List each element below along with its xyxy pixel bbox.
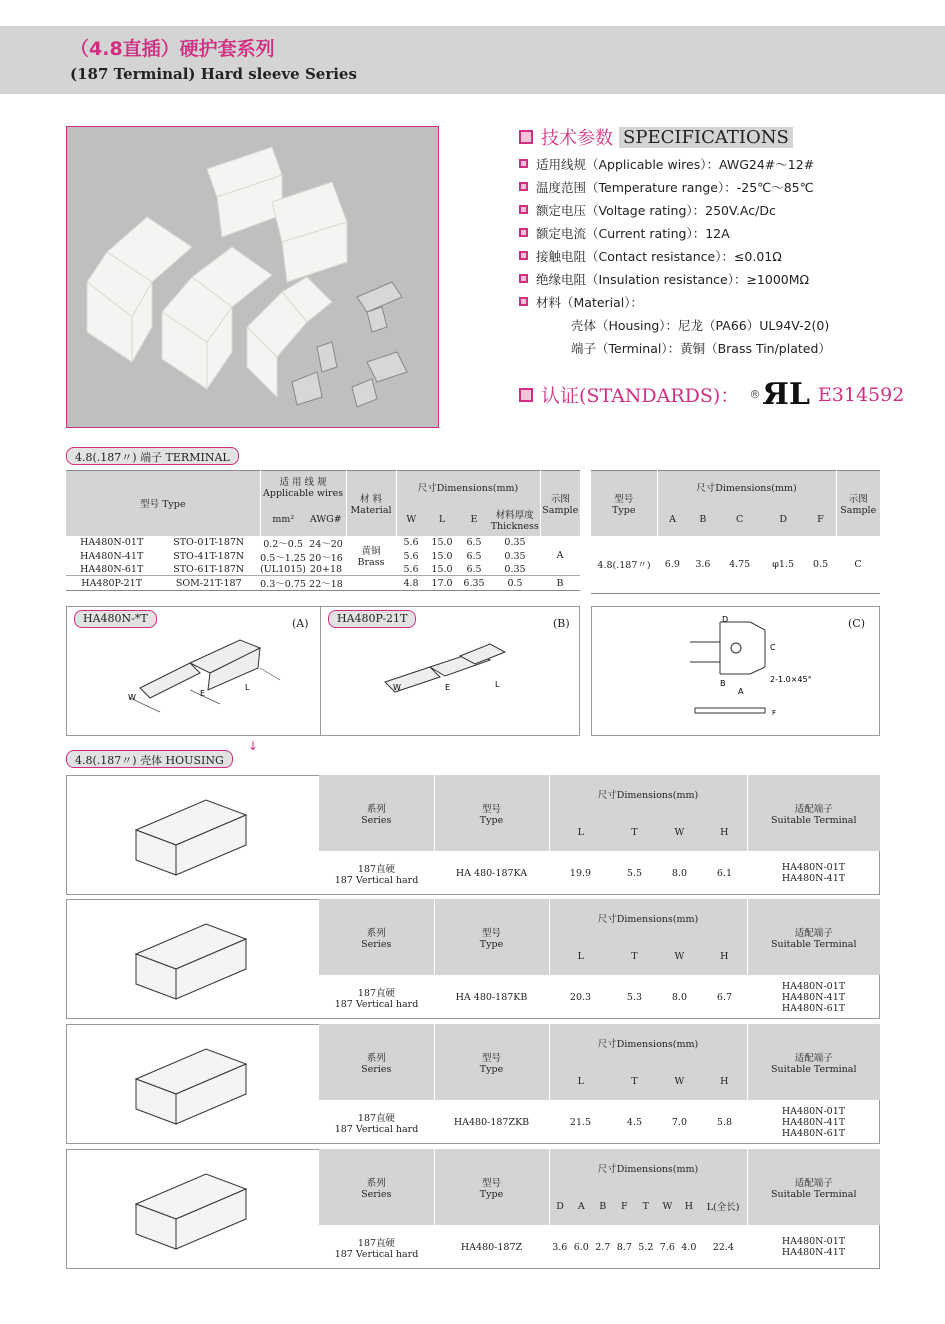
cell-series [319, 851, 434, 895]
cell-dim: 5.8 [716, 1116, 733, 1128]
figure-c-label: (C) [848, 617, 865, 630]
bullet-square-icon [519, 388, 533, 402]
th-sample-en: Sample [840, 504, 877, 516]
cell: 0.35 [504, 537, 526, 548]
suitable-terminal: HA480N-61T [781, 1127, 846, 1139]
th-col: D [549, 1187, 571, 1225]
th-col: A [577, 1200, 585, 1212]
cell-dim: 6.0 [573, 1241, 589, 1253]
suitable-terminal: HA480N-01T [781, 1105, 846, 1117]
dim-a: A [738, 687, 744, 696]
th-col: L [549, 937, 612, 975]
th-type-cn: 型号 [481, 927, 501, 939]
cell-sample: A [556, 549, 564, 561]
ul-file-number: E314592 [817, 383, 905, 406]
cell: φ1.5 [772, 558, 795, 570]
th-type [434, 899, 549, 975]
th-suitable [747, 1024, 880, 1100]
th-series [319, 1024, 434, 1100]
th-material-en: Material [350, 504, 392, 516]
th-series-en: Series [361, 1188, 392, 1200]
cell-dim: 4.5 [626, 1116, 643, 1128]
th-col: H [720, 826, 729, 838]
cell-suitable [747, 1225, 880, 1269]
th-type [434, 775, 549, 851]
cell: HA480N-41T [80, 551, 144, 562]
table-row [319, 1225, 880, 1269]
th-thick-en: Thickness [490, 520, 539, 532]
suitable-terminal: HA480N-41T [781, 1116, 846, 1128]
table-row [319, 851, 880, 895]
cell: 15.0 [431, 537, 453, 548]
th-w: W [396, 503, 426, 536]
th-type-en: Type [479, 1063, 504, 1075]
th-dims: 尺寸Dimensions(mm) [549, 1149, 747, 1187]
th-type-en: Type [612, 504, 636, 516]
figure-a-label: (A) [292, 617, 309, 630]
material-en: Brass [357, 556, 385, 568]
cell: HA480P-21T [81, 577, 143, 589]
th-col: D [779, 513, 787, 525]
cell: 17.0 [431, 577, 453, 589]
cell: 6.5 [466, 563, 482, 575]
bullet-square-icon [519, 182, 528, 191]
th-suit-cn: 适配端子 [794, 1177, 833, 1189]
cell: 5.6 [403, 551, 419, 562]
th-sample-cn: 示图 [848, 493, 868, 505]
th-col: W [674, 826, 685, 838]
th-type-en: Type [479, 938, 504, 950]
cell-series [319, 1225, 434, 1269]
th-series-cn: 系列 [366, 927, 386, 939]
th-col: T [642, 1200, 649, 1212]
th-suitable [747, 775, 880, 851]
cell: 15.0 [431, 563, 453, 575]
bullet-square-icon [519, 130, 533, 144]
spec-row [519, 290, 899, 313]
spec-text: 绝缘电阻（Insulation resistance）：≥1000MΩ [536, 271, 810, 287]
th-type-cn: 型号 [481, 1052, 501, 1064]
page-title-cn: （4.8直插）硬护套系列 [70, 38, 275, 60]
series-cn: 187直硬 [357, 863, 396, 875]
th-suit-en: Suitable Terminal [770, 1188, 857, 1200]
terminal-a-drawing [100, 628, 300, 733]
th-col: F [621, 1200, 628, 1212]
housing-drawing [106, 785, 346, 885]
spec-subtext: 端子（Terminal）：黄铜（Brass Tin/plated） [571, 340, 831, 356]
th-type [434, 1024, 549, 1100]
table-row [66, 536, 580, 550]
th-col: L [549, 813, 612, 851]
cell-dim: 5.3 [626, 991, 643, 1003]
spec-heading-cn: 技术参数 [541, 128, 613, 149]
cell: HA480N-61T [80, 563, 144, 575]
dim-l: L [495, 680, 500, 689]
cell: 20～16 [309, 552, 343, 564]
bullet-square-icon [519, 297, 528, 306]
th-thickness [490, 503, 540, 536]
product-photo [66, 126, 439, 428]
cell: (UL1015) [260, 563, 306, 575]
spec-row [519, 267, 899, 290]
th-awg: AWG# [309, 513, 342, 525]
series-en: 187 Vertical hard [334, 1248, 419, 1260]
cell-dim: 6.7 [716, 991, 733, 1003]
th-col: F [817, 513, 824, 525]
divider [320, 606, 321, 736]
cell: 4.8 [403, 577, 419, 589]
cell: SOM-21T-187 [175, 577, 242, 589]
th-dims-right: 尺寸Dimensions(mm) [657, 471, 836, 503]
series-cn: 187直硬 [357, 1112, 396, 1124]
bullet-square-icon [519, 228, 528, 237]
cell: 0.5 [507, 577, 523, 589]
cell: 0.5～1.25 [260, 552, 306, 564]
arrow-down-icon: ↓ [248, 739, 259, 753]
th-suit-cn: 适配端子 [794, 927, 833, 939]
dim-f: F [772, 709, 777, 717]
th-material [346, 471, 396, 536]
th-type-cn: 型号 [481, 1177, 501, 1189]
th-dims: 尺寸Dimensions(mm) [549, 1024, 747, 1062]
series-en: 187 Vertical hard [334, 998, 419, 1010]
figure-b-label: (B) [553, 617, 570, 630]
cell-sample: B [556, 577, 564, 589]
cell-suitable [747, 851, 880, 895]
cell: HA480N-01T [80, 537, 144, 548]
housing-table [319, 1149, 880, 1269]
cell: 6.5 [466, 551, 482, 562]
table-row [591, 536, 880, 594]
spec-text: 接触电阻（Contact resistance）：≤0.01Ω [536, 248, 782, 264]
th-sample-right [836, 471, 880, 536]
th-col: B [699, 513, 707, 525]
cell: 5.6 [403, 563, 419, 575]
spec-row [519, 198, 899, 221]
spec-row [519, 175, 899, 198]
dim-w: W [128, 693, 136, 702]
figure-b-tag: HA480P-21T [328, 610, 416, 628]
spec-row [519, 152, 899, 175]
cell: 22～18 [309, 579, 343, 590]
bullet-square-icon [519, 251, 528, 260]
th-type-cn: 型号 [481, 803, 501, 815]
cell [346, 576, 396, 591]
material-cn: 黄铜 [361, 545, 381, 557]
cell: STO-01T-187N [173, 537, 245, 548]
cell: 4.75 [729, 558, 751, 570]
th-col: H [684, 1200, 693, 1212]
cell-series [319, 975, 434, 1019]
th-type [434, 1149, 549, 1225]
suitable-terminal: HA480N-01T [781, 1236, 846, 1247]
cell: 15.0 [431, 551, 453, 562]
cell: C [854, 558, 862, 570]
housing-drawing [106, 1159, 346, 1259]
series-en: 187 Vertical hard [334, 874, 419, 886]
cell-type: HA 480-187KA [455, 867, 528, 879]
th-dims: 尺寸Dimensions(mm) [549, 775, 747, 813]
th-series [319, 1149, 434, 1225]
th-col: B [599, 1200, 607, 1212]
th-suit-cn: 适配端子 [794, 1052, 833, 1064]
cell: 6.35 [463, 577, 485, 589]
th-col: W [674, 1075, 685, 1087]
cell: 0.35 [504, 563, 526, 575]
th-sample-en: Sample [542, 504, 579, 516]
cell: 24～20 [309, 538, 343, 550]
cell: 3.6 [695, 558, 711, 570]
th-series-cn: 系列 [366, 803, 386, 815]
figure-a-tag: HA480N-*T [74, 610, 157, 628]
table-row [66, 550, 580, 564]
th-material-cn: 材 料 [359, 493, 383, 505]
housing-table [319, 775, 880, 895]
suitable-terminal: HA480N-41T [781, 991, 846, 1003]
cell-dim: 5.5 [626, 867, 643, 879]
cell: STO-41T-187N [173, 551, 245, 562]
cell-suitable [747, 975, 880, 1019]
th-suit-cn: 适配端子 [794, 803, 833, 815]
th-series-en: Series [361, 938, 392, 950]
bullet-square-icon [519, 205, 528, 214]
cell-dim: 7.0 [671, 1116, 687, 1128]
page-header [0, 26, 945, 94]
cell: 0.3～0.75 [260, 579, 306, 590]
suitable-terminal: HA480N-01T [781, 862, 846, 873]
ul-logo-icon: ЯL [762, 377, 810, 412]
cell: 0.5 [813, 558, 829, 570]
th-sample [540, 471, 580, 536]
cell-type: HA480-187ZKB [453, 1116, 530, 1128]
terminal-dims-table [591, 470, 880, 594]
bullet-square-icon [519, 274, 528, 283]
th-wires [260, 471, 346, 503]
cell: 4.8(.187〃) [597, 560, 651, 572]
th-e: E [470, 513, 478, 525]
housing-section-tag: 4.8(.187〃) 壳体 HOUSING [66, 750, 233, 768]
housing-table [319, 899, 880, 1019]
housing-drawing [106, 909, 346, 1009]
cell-dim: 20.3 [569, 991, 592, 1003]
cell-dim: 21.5 [569, 1116, 592, 1128]
cell: 5.6 [403, 537, 419, 548]
th-type-en: Type [479, 814, 504, 826]
th-col: W [674, 950, 685, 962]
spec-row [519, 244, 899, 267]
th-suitable [747, 899, 880, 975]
th-l: L [438, 513, 446, 525]
dim-c: C [770, 643, 776, 652]
cell: 0.2～0.5 [263, 538, 303, 550]
cell-dim: 22.4 [712, 1241, 734, 1253]
th-mm2: mm² [260, 503, 306, 536]
cell-type: HA480-187Z [460, 1241, 523, 1253]
terminal-table [66, 470, 580, 591]
th-col: T [631, 950, 638, 962]
cell-series [319, 1100, 434, 1144]
cell-material [346, 536, 396, 576]
th-col: H [720, 950, 729, 962]
cell-dim: 7.6 [659, 1241, 675, 1253]
th-suit-en: Suitable Terminal [770, 1063, 857, 1075]
dim-w: W [393, 683, 401, 692]
th-series [319, 899, 434, 975]
spec-subrow [519, 313, 899, 336]
cell: 0.35 [504, 551, 526, 562]
specifications-panel [519, 126, 899, 359]
cell-suitable [747, 1100, 880, 1144]
th-sample-cn: 示图 [550, 493, 570, 505]
dim-b: B [720, 679, 726, 688]
th-type-right [591, 471, 657, 536]
th-col: C [736, 513, 744, 525]
th-type-en: Type [479, 1188, 504, 1200]
cell-dim: 4.0 [681, 1241, 697, 1253]
terminal-b-drawing [365, 632, 545, 732]
cell-dim: 8.0 [671, 991, 687, 1003]
th-dims: 尺寸Dimensions(mm) [396, 471, 540, 503]
series-en: 187 Vertical hard [334, 1123, 419, 1135]
spec-text: 额定电压（Voltage rating）：250V.Ac/Dc [536, 202, 776, 218]
cell-dim: 8.0 [671, 867, 687, 879]
th-col: A [657, 503, 688, 536]
series-cn: 187直硬 [357, 987, 396, 999]
th-col: L [549, 1062, 612, 1100]
series-cn: 187直硬 [357, 1237, 396, 1249]
spec-text: 材料（Material）： [536, 294, 644, 310]
spec-text: 额定电流（Current rating）：12A [536, 225, 730, 241]
cell: STO-61T-187N [173, 563, 245, 575]
cell-dim: 8.7 [616, 1241, 632, 1253]
cell: 6.9 [664, 558, 680, 570]
specifications-heading [519, 126, 899, 148]
housing-table [319, 1024, 880, 1144]
table-row [66, 564, 580, 576]
spec-subtext: 壳体（Housing）：尼龙（PA66）UL94V-2(0) [571, 317, 830, 333]
terminal-c-drawing [690, 612, 830, 727]
th-col: W [662, 1200, 673, 1212]
page-title-en: (187 Terminal) Hard sleeve Series [70, 65, 357, 83]
th-suit-en: Suitable Terminal [770, 938, 857, 950]
cell-dim: 19.9 [569, 867, 592, 879]
spec-text: 适用线规（Applicable wires）：AWG24#～12# [536, 156, 815, 172]
th-col: L(全长) [706, 1202, 740, 1213]
suitable-terminal: HA480N-01T [781, 980, 846, 992]
spec-text: 温度范围（Temperature range）：-25℃～85℃ [536, 179, 814, 195]
cell-dim: 2.7 [595, 1241, 611, 1253]
th-wires-en: Applicable wires [263, 488, 344, 500]
th-series [319, 775, 434, 851]
bullet-square-icon [519, 159, 528, 168]
th-type: 型号 Type [140, 499, 186, 511]
suitable-terminal: HA480N-41T [781, 1247, 846, 1258]
table-row [319, 1100, 880, 1144]
th-suit-en: Suitable Terminal [770, 814, 857, 826]
cell-dim: 3.6 [552, 1241, 568, 1253]
cell-dim: 5.2 [638, 1241, 654, 1253]
th-dims: 尺寸Dimensions(mm) [549, 899, 747, 937]
dim-d: D [722, 615, 729, 624]
th-series-cn: 系列 [366, 1177, 386, 1189]
cell: 6.5 [466, 537, 482, 548]
th-col: T [631, 1075, 638, 1087]
table-row [66, 576, 580, 591]
th-thick-cn: 材料厚度 [495, 509, 534, 521]
standards-label-en: (STANDARDS)： [579, 385, 740, 407]
table-row [319, 975, 880, 1019]
terminal-section-tag: 4.8(.187〃) 端子 TERMINAL [66, 447, 239, 465]
standards-line [519, 377, 904, 412]
dim-e: E [445, 683, 451, 692]
suitable-terminal: HA480N-61T [781, 1002, 846, 1014]
th-series-en: Series [361, 1063, 392, 1075]
th-wires-cn: 适 用 线 规 [279, 477, 327, 489]
dim-e: E [200, 689, 206, 698]
standards-label-cn: 认证 [541, 385, 580, 407]
dim-l: L [245, 683, 250, 692]
th-col: T [631, 826, 638, 838]
cell-dim: 6.1 [716, 867, 733, 879]
th-suitable [747, 1149, 880, 1225]
housing-drawing [106, 1034, 346, 1134]
spec-row [519, 221, 899, 244]
th-type-cn: 型号 [614, 493, 634, 505]
th-col: H [720, 1075, 729, 1087]
chamfer-label: 2-1.0×45° [770, 675, 812, 684]
suitable-terminal: HA480N-41T [781, 873, 846, 884]
cell-type: HA 480-187KB [455, 991, 528, 1003]
registered-mark: ® [749, 388, 761, 401]
th-series-cn: 系列 [366, 1052, 386, 1064]
spec-heading-en: SPECIFICATIONS [619, 127, 793, 148]
cell: 20+18 [309, 563, 343, 575]
th-series-en: Series [361, 814, 392, 826]
spec-subrow [519, 336, 899, 359]
